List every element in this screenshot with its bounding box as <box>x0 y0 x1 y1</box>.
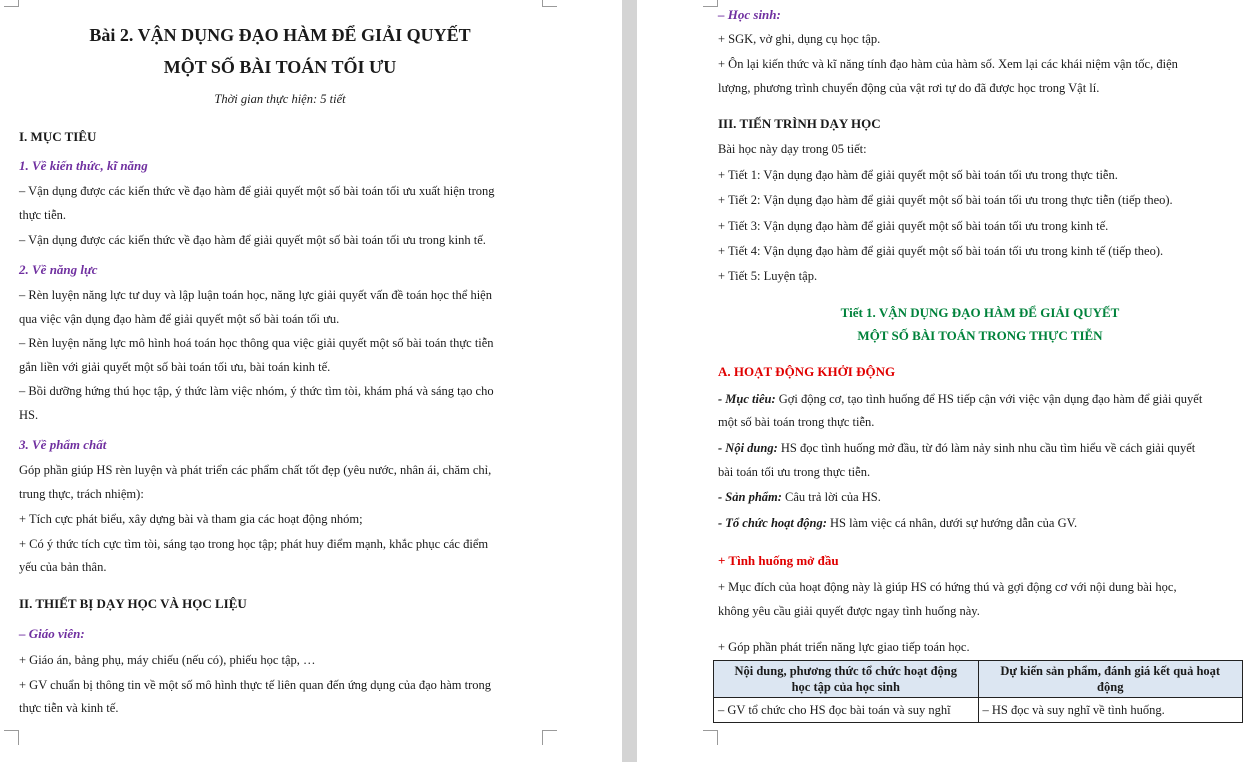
paragraph-line: + Tích cực phát biểu, xây dựng bài và tham gia các hoạt động nhóm; <box>19 512 363 526</box>
paragraph-line <box>718 392 1202 407</box>
paragraph-line: thực tiễn. <box>19 208 67 222</box>
lesson-list-item: + Tiết 3: Vận dụng đạo hàm để giải quyết một số bài toán tối ưu trong kinh tế. <box>718 219 1109 233</box>
paragraph-line: + Có ý thức tích cực tìm tòi, sáng tạo trong học tập; phát huy điểm mạnh, khắc phục các điểm <box>19 537 489 551</box>
lesson-list-item: + Tiết 1: Vận dụng đạo hàm để giải quyết một số bài toán tối ưu trong thực tiễn. <box>718 168 1118 182</box>
paragraph-line: không yêu cầu giải quyết được ngay tình huống này. <box>718 604 980 618</box>
crop-mark-top-left <box>4 0 19 7</box>
paragraph-line: – Rèn luyện năng lực mô hình hoá toán học thông qua việc giải quyết một số bài toán thực tiễn <box>19 336 494 350</box>
lesson-list-item: + Tiết 5: Luyện tập. <box>718 269 818 283</box>
label-product: - Sản phẩm: <box>718 490 782 504</box>
paragraph-line: – Bồi dưỡng hứng thú học tập, ý thức làm việc nhóm, ý thức tìm tòi, khám phá và sáng tạo cho <box>19 384 494 398</box>
activity-heading-warmup: A. HOẠT ĐỘNG KHỞI ĐỘNG <box>718 364 896 379</box>
label-organization: - Tổ chức hoạt động: <box>718 516 827 530</box>
crop-mark-bottom-left <box>703 730 718 745</box>
table-header-row <box>714 661 1243 698</box>
duration-note: Thời gian thực hiện: 5 tiết <box>214 92 346 106</box>
header-text: học tập của học sinh <box>791 680 900 694</box>
paragraph-line: HS. <box>19 408 39 422</box>
paragraph-line: qua việc vận dụng đạo hàm để giải quyết một số bài toán tối ưu. <box>19 312 340 326</box>
paragraph-line <box>718 441 1195 456</box>
section-heading-process: III. TIẾN TRÌNH DẠY HỌC <box>718 116 881 131</box>
header-text: Nội dung, phương thức tổ chức hoạt động <box>734 664 958 678</box>
paragraph-line: – Rèn luyện năng lực tư duy và lập luận toán học, năng lực giải quyết vấn đề toán học thể hiện <box>19 288 492 302</box>
paragraph-line: + Góp phần phát triển năng lực giao tiếp toán học. <box>718 640 970 654</box>
table-cell: – GV tổ chức cho HS đọc bài toán và suy nghĩ <box>714 698 979 723</box>
lesson-list-item: + Tiết 4: Vận dụng đạo hàm để giải quyết một số bài toán tối ưu trong kinh tế (tiếp theo). <box>718 244 1164 258</box>
page-gutter <box>622 0 637 762</box>
paragraph-line: trung thực, trách nhiệm): <box>19 487 144 501</box>
section-heading-equipment: II. THIẾT BỊ DẠY HỌC VÀ HỌC LIỆU <box>19 596 247 611</box>
period-title-line2: MỘT SỐ BÀI TOÁN TRONG THỰC TIỄN <box>857 328 1103 343</box>
paragraph-line: + Giáo án, bảng phụ, máy chiếu (nếu có), phiếu học tập, … <box>19 653 316 667</box>
table-header-cell <box>978 661 1243 698</box>
label-content: - Nội dung: <box>718 441 778 455</box>
subheading-competence: 2. Về năng lực <box>19 262 98 277</box>
text-organization: HS làm việc cá nhân, dưới sự hướng dẫn của GV. <box>826 516 1078 530</box>
table-cell: – HS đọc và suy nghĩ về tình huống. <box>978 698 1243 723</box>
crop-mark-top-right <box>542 0 557 7</box>
paragraph-line: bài toán tối ưu trong thực tiễn. <box>718 465 871 479</box>
paragraph-line: – Vận dụng được các kiến thức về đạo hàm để giải quyết một số bài toán tối ưu xuất hiện trong <box>19 184 495 198</box>
activity-table <box>713 660 1243 723</box>
paragraph-line: gắn liền với giải quyết một số bài toán tối ưu, bài toán kinh tế. <box>19 360 331 374</box>
crop-mark-bottom-left <box>4 730 19 745</box>
paragraph-line: + Ôn lại kiến thức và kĩ năng tính đạo hàm của hàm số. Xem lại các khái niệm vận tốc, điện <box>718 57 1178 71</box>
crop-mark-bottom-right <box>542 730 557 745</box>
subheading-teacher: – Giáo viên: <box>19 626 85 641</box>
subheading-student: – Học sinh: <box>718 7 781 22</box>
crop-mark-top-left <box>703 0 718 7</box>
header-text: Dự kiến sản phẩm, đánh giá kết quả hoạt <box>1000 664 1221 678</box>
paragraph-line: thực tiễn và kinh tế. <box>19 701 119 715</box>
page-left <box>0 0 622 762</box>
paragraph-line: Góp phần giúp HS rèn luyện và phát triển các phẩm chất tốt đẹp (yêu nước, nhân ái, chăm chỉ, <box>19 463 492 477</box>
subheading-qualities: 3. Về phẩm chất <box>19 437 107 452</box>
paragraph-line: – Vận dụng được các kiến thức về đạo hàm để giải quyết một số bài toán tối ưu trong kinh tế. <box>19 233 486 247</box>
text-objective: Gợi động cơ, tạo tình huống để HS tiếp cận với việc vận dụng đạo hàm để giải quyết <box>775 392 1203 406</box>
paragraph-line: lượng, phương trình chuyển động của vật rơi tự do đã được học trong Vật lí. <box>718 81 1100 95</box>
label-objective: - Mục tiêu: <box>718 392 776 406</box>
lesson-list-item: + Tiết 2: Vận dụng đạo hàm để giải quyết một số bài toán tối ưu trong thực tiễn (tiếp theo). <box>718 193 1173 207</box>
period-title-line1: Tiết 1. VẬN DỤNG ĐẠO HÀM ĐỂ GIẢI QUYẾT <box>840 305 1120 320</box>
paragraph-line: + SGK, vở ghi, dụng cụ học tập. <box>718 32 881 46</box>
lesson-title-line2: MỘT SỐ BÀI TOÁN TỐI ƯU <box>163 57 397 77</box>
paragraph-line <box>718 490 881 505</box>
paragraph-line: yếu của bản thân. <box>19 560 107 574</box>
paragraph-line: một số bài toán trong thực tiễn. <box>718 415 875 429</box>
section-heading-objectives: I. MỤC TIÊU <box>19 129 97 144</box>
opening-situation-heading: + Tình huống mở đầu <box>718 553 839 568</box>
subheading-knowledge: 1. Về kiến thức, kĩ năng <box>19 158 148 173</box>
paragraph-line <box>718 516 1077 531</box>
lesson-title-line1: Bài 2. VẬN DỤNG ĐẠO HÀM ĐỂ GIẢI QUYẾT <box>89 25 471 45</box>
text-product: Câu trả lời của HS. <box>781 490 881 504</box>
paragraph-line: Bài học này dạy trong 05 tiết: <box>718 142 867 156</box>
text-content: HS đọc tình huống mở đầu, từ đó làm nảy sinh nhu cầu tìm hiểu về cách giải quyết <box>777 441 1196 455</box>
table-row <box>714 698 1243 723</box>
page-right <box>637 0 1256 762</box>
table-header-cell <box>714 661 979 698</box>
paragraph-line: + GV chuẩn bị thông tin về một số mô hình thực tế liên quan đến ứng dụng của đạo hàm trong <box>19 678 492 692</box>
paragraph-line: + Mục đích của hoạt động này là giúp HS có hứng thú và gợi động cơ với nội dung bài học, <box>718 580 1177 594</box>
header-text: động <box>1097 680 1124 694</box>
